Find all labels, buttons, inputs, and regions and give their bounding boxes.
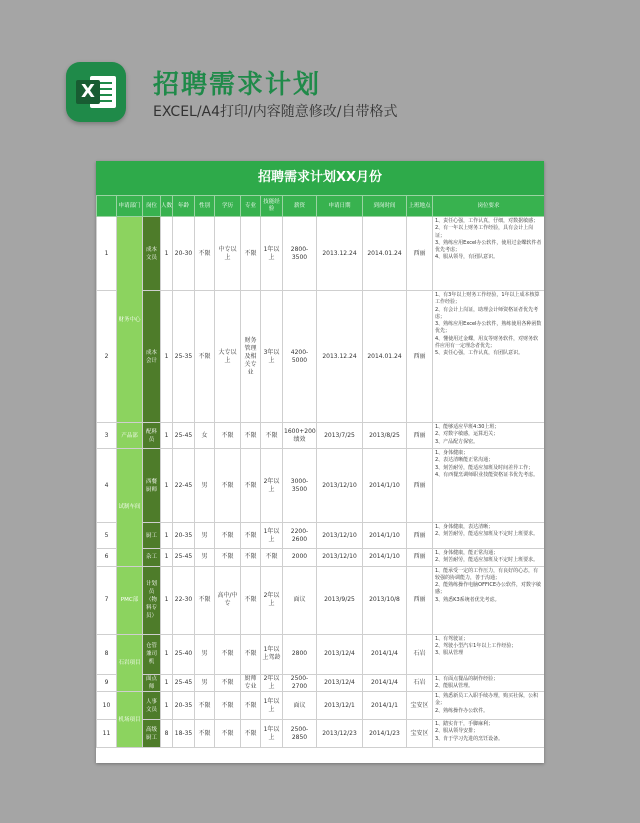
column-header: 到岗时间 — [363, 196, 407, 217]
excel-icon — [66, 62, 126, 122]
gender-cell: 男 — [195, 674, 215, 692]
apply-date-cell: 2013/12/23 — [317, 720, 363, 748]
table-row — [97, 720, 545, 748]
header-row — [97, 196, 545, 217]
department-cell: 机场项目 — [117, 692, 143, 748]
major-cell: 不限 — [241, 217, 261, 291]
row-number: 1 — [97, 217, 117, 291]
gender-cell: 男 — [195, 549, 215, 567]
table-row — [97, 449, 545, 523]
apply-date-cell: 2013/12/10 — [317, 523, 363, 549]
salary-cell: 1600+200绩效 — [283, 423, 317, 449]
skill-cell: 2年以上 — [261, 566, 283, 634]
apply-date-cell: 2013/12/1 — [317, 692, 363, 720]
count-cell: 1 — [161, 423, 173, 449]
location-cell: 石岩 — [407, 634, 433, 674]
education-cell: 不限 — [215, 449, 241, 523]
department-cell: 产品部 — [117, 423, 143, 449]
column-header: 岗位要求 — [433, 196, 545, 217]
count-cell: 1 — [161, 523, 173, 549]
page-subtitle: EXCEL/A4打印/内容随意修改/自带格式 — [153, 104, 398, 120]
table-row — [97, 549, 545, 567]
salary-cell: 2500-2850 — [283, 720, 317, 748]
major-cell: 不限 — [241, 566, 261, 634]
column-header: 学历 — [215, 196, 241, 217]
table-row — [97, 566, 545, 634]
requirement-line: 3、熟练应用Excel办公软件，使用过金蝶软件者优先考虑； — [435, 239, 542, 254]
requirement-line: 3、熟悉K3系统者优先考虑。 — [435, 596, 500, 603]
requirement-line: 4、有西餐烹调师职业技能资格证书优先考虑。 — [435, 471, 539, 478]
gender-cell: 不限 — [195, 217, 215, 291]
location-cell: 西丽 — [407, 449, 433, 523]
arrive-date-cell: 2014/1/23 — [363, 720, 407, 748]
skill-cell: 1年以上 — [261, 523, 283, 549]
requirement-line: 2、能服从管理。 — [435, 682, 474, 689]
arrive-date-cell: 2014.01.24 — [363, 291, 407, 423]
requirement-line: 1、熟悉新员工入职手续办理，购买社保，公积金； — [435, 693, 539, 707]
department-cell: 财务中心 — [117, 217, 143, 423]
position-cell: 计划员（物料专员） — [143, 566, 161, 634]
arrive-date-cell: 2014/1/10 — [363, 549, 407, 567]
location-cell: 西丽 — [407, 566, 433, 634]
major-cell: 不限 — [241, 692, 261, 720]
age-cell: 25-40 — [173, 634, 195, 674]
requirement-line: 3、刻苦耐劳，能适应加班及时间差异工作； — [435, 464, 534, 471]
location-cell: 宝安区 — [407, 720, 433, 748]
arrive-date-cell: 2014/1/10 — [363, 449, 407, 523]
requirements-cell — [433, 692, 545, 720]
major-cell: 不限 — [241, 634, 261, 674]
requirement-line: 1、有3年以上财务工作经验，1年以上成本核算工作经验； — [435, 292, 540, 306]
column-header: 上班地点 — [407, 196, 433, 217]
salary-cell: 2200-2600 — [283, 523, 317, 549]
age-cell: 20-35 — [173, 523, 195, 549]
column-header: 薪资 — [283, 196, 317, 217]
table-row — [97, 634, 545, 674]
gender-cell: 不限 — [195, 692, 215, 720]
major-cell: 不限 — [241, 423, 261, 449]
requirement-line: 1、有面点餐品的制作经验； — [435, 675, 499, 682]
salary-cell: 面议 — [283, 692, 317, 720]
skill-cell: 1年以上 — [261, 692, 283, 720]
skill-cell: 1年以上 — [261, 720, 283, 748]
table-row — [97, 674, 545, 692]
position-cell: 杂工 — [143, 549, 161, 567]
column-header: 专业 — [241, 196, 261, 217]
apply-date-cell: 2013.12.24 — [317, 217, 363, 291]
table-row — [97, 291, 545, 423]
position-cell: 配料员 — [143, 423, 161, 449]
requirement-line: 3、熟练应用Excel办公软件，熟练使用各种函数优先； — [435, 321, 542, 335]
age-cell: 22-45 — [173, 449, 195, 523]
requirements-cell — [433, 449, 545, 523]
excel-x-badge: X — [76, 80, 100, 104]
count-cell: 1 — [161, 692, 173, 720]
requirement-line: 1、能够适应早班4:30上班； — [435, 424, 500, 430]
requirement-line: 4、懂使用过金蝶，用友等财务软件，对财务软件应用有一定理念者优先； — [435, 335, 539, 350]
arrive-date-cell: 2013/10/8 — [363, 566, 407, 634]
position-cell: 仓管兼司机 — [143, 634, 161, 674]
position-cell: 面点师 — [143, 674, 161, 692]
count-cell: 1 — [161, 674, 173, 692]
skill-cell: 不限 — [261, 423, 283, 449]
salary-cell: 面议 — [283, 566, 317, 634]
age-cell: 25-45 — [173, 423, 195, 449]
column-header: 岗位 — [143, 196, 161, 217]
age-cell: 18-35 — [173, 720, 195, 748]
requirements-cell — [433, 566, 545, 634]
location-cell: 石岩 — [407, 674, 433, 692]
requirement-line: 3、服从管理 — [435, 650, 464, 657]
requirement-line: 4、服从领导，有团队意识。 — [435, 254, 499, 261]
requirement-line: 1、有驾驶证； — [435, 635, 469, 642]
row-number: 4 — [97, 449, 117, 523]
count-cell: 1 — [161, 449, 173, 523]
education-cell: 不限 — [215, 720, 241, 748]
position-cell: 人事文员 — [143, 692, 161, 720]
requirement-line: 2、对数字敏感，运算迅关； — [435, 431, 499, 438]
requirement-line: 2、有会计上岗证，助理会计师资格证者优先考虑； — [435, 306, 539, 320]
column-header: 申请日期 — [317, 196, 363, 217]
row-number: 7 — [97, 566, 117, 634]
recruitment-table — [96, 195, 544, 748]
count-cell: 1 — [161, 217, 173, 291]
department-cell: 石岩项目 — [117, 634, 143, 692]
age-cell: 20-35 — [173, 692, 195, 720]
age-cell: 25-35 — [173, 291, 195, 423]
education-cell: 中专以上 — [215, 217, 241, 291]
table-row — [97, 423, 545, 449]
page-title: 招聘需求计划 — [153, 70, 322, 100]
department-cell: 试制车间 — [117, 449, 143, 567]
requirements-cell — [433, 217, 545, 291]
row-number: 2 — [97, 291, 117, 423]
requirement-line: 2、熟练操作办公软件。 — [435, 707, 489, 714]
requirement-line: 2、有一年以上财务工作经验，具有会计上岗证； — [435, 225, 534, 239]
education-cell: 不限 — [215, 634, 241, 674]
row-number: 10 — [97, 692, 117, 720]
apply-date-cell: 2013/12/4 — [317, 634, 363, 674]
row-number: 8 — [97, 634, 117, 674]
count-cell: 8 — [161, 720, 173, 748]
apply-date-cell: 2013/7/25 — [317, 423, 363, 449]
requirement-line: 1、身体健康，能正常沟通； — [435, 550, 499, 556]
education-cell: 不限 — [215, 423, 241, 449]
requirement-line: 1、身体健康； — [435, 450, 469, 456]
apply-date-cell: 2013/12/10 — [317, 449, 363, 523]
requirements-cell — [433, 523, 545, 549]
department-cell: PMC部 — [117, 566, 143, 634]
gender-cell: 不限 — [195, 566, 215, 634]
gender-cell: 不限 — [195, 720, 215, 748]
major-cell: 不限 — [241, 523, 261, 549]
position-cell: 成本会计 — [143, 291, 161, 423]
apply-date-cell: 2013/12/4 — [317, 674, 363, 692]
column-header: 性别 — [195, 196, 215, 217]
requirement-line: 1、踏实肯干，手脚麻利； — [435, 721, 494, 728]
count-cell: 1 — [161, 549, 173, 567]
education-cell: 不限 — [215, 523, 241, 549]
location-cell: 西丽 — [407, 549, 433, 567]
apply-date-cell: 2013/9/25 — [317, 566, 363, 634]
count-cell: 1 — [161, 291, 173, 423]
requirement-line: 2、刻苦耐劳，能适应加班及不定时上班要求。 — [435, 557, 539, 564]
count-cell: 1 — [161, 634, 173, 674]
salary-cell: 4200-5000 — [283, 291, 317, 423]
requirements-cell — [433, 423, 545, 449]
requirement-line: 1、能承受一定的工作压力，有良好的心态，有较强的协调能力，善于沟通； — [435, 567, 539, 581]
age-cell: 25-45 — [173, 674, 195, 692]
education-cell: 不限 — [215, 549, 241, 567]
gender-cell: 不限 — [195, 291, 215, 423]
gender-cell: 男 — [195, 523, 215, 549]
education-cell: 高中/中专 — [215, 566, 241, 634]
education-cell: 不限 — [215, 674, 241, 692]
position-cell: 成本文员 — [143, 217, 161, 291]
skill-cell: 1年以上驾龄 — [261, 634, 283, 674]
row-number: 6 — [97, 549, 117, 567]
education-cell: 不限 — [215, 692, 241, 720]
age-cell: 25-45 — [173, 549, 195, 567]
apply-date-cell: 2013.12.24 — [317, 291, 363, 423]
requirements-cell — [433, 634, 545, 674]
position-cell: 高级厨工 — [143, 720, 161, 748]
apply-date-cell: 2013/12/10 — [317, 549, 363, 567]
column-header: 年龄 — [173, 196, 195, 217]
arrive-date-cell: 2014/1/4 — [363, 634, 407, 674]
column-header: 人数 — [161, 196, 173, 217]
row-number: 9 — [97, 674, 117, 692]
gender-cell: 女 — [195, 423, 215, 449]
column-header: 申请部门 — [117, 196, 143, 217]
major-cell: 不限 — [241, 720, 261, 748]
requirement-line: 1、责任心强，工作认真，仔细，对数据敏感； — [435, 218, 539, 224]
count-cell: 1 — [161, 566, 173, 634]
document-title: 招聘需求计划XX月份 — [96, 161, 544, 195]
education-cell: 大专以上 — [215, 291, 241, 423]
arrive-date-cell: 2014.01.24 — [363, 217, 407, 291]
salary-cell: 2800-3500 — [283, 217, 317, 291]
location-cell: 西丽 — [407, 423, 433, 449]
arrive-date-cell: 2013/8/25 — [363, 423, 407, 449]
position-cell: 西餐厨师 — [143, 449, 161, 523]
row-number: 5 — [97, 523, 117, 549]
age-cell: 22-30 — [173, 566, 195, 634]
document-preview — [96, 161, 544, 763]
requirement-line: 2、服从领导安排； — [435, 728, 479, 735]
location-cell: 西丽 — [407, 523, 433, 549]
major-cell: 不限 — [241, 449, 261, 523]
column-header — [97, 196, 117, 217]
requirement-line: 3、产品配方保密。 — [435, 438, 479, 445]
salary-cell: 3000-3500 — [283, 449, 317, 523]
gender-cell: 男 — [195, 449, 215, 523]
skill-cell: 2年以上 — [261, 449, 283, 523]
requirements-cell — [433, 674, 545, 692]
requirements-cell — [433, 549, 545, 567]
major-cell: 财务管理及相关专业 — [241, 291, 261, 423]
requirement-line: 2、驾驶小型汽车1年以上工作经验； — [435, 642, 517, 649]
requirement-line: 2、能熟练操作电脑OFFICE办公软件，对数字敏感； — [435, 582, 541, 596]
major-cell: 厨师专业 — [241, 674, 261, 692]
salary-cell: 2000 — [283, 549, 317, 567]
arrive-date-cell: 2014/1/1 — [363, 692, 407, 720]
table-row — [97, 217, 545, 291]
requirement-line: 2、表达清晰能正常沟通； — [435, 457, 494, 464]
arrive-date-cell: 2014/1/10 — [363, 523, 407, 549]
row-number: 11 — [97, 720, 117, 748]
major-cell: 不限 — [241, 549, 261, 567]
location-cell: 西丽 — [407, 217, 433, 291]
location-cell: 宝安区 — [407, 692, 433, 720]
skill-cell: 2年以上 — [261, 674, 283, 692]
requirement-line: 2、刻苦耐劳，能适应加班及不定时上班要求。 — [435, 531, 539, 538]
salary-cell: 2800 — [283, 634, 317, 674]
gender-cell: 男 — [195, 634, 215, 674]
requirements-cell — [433, 291, 545, 423]
column-header: 技能经验 — [261, 196, 283, 217]
age-cell: 20-30 — [173, 217, 195, 291]
skill-cell: 不限 — [261, 549, 283, 567]
skill-cell: 1年以上 — [261, 217, 283, 291]
table-row — [97, 523, 545, 549]
requirement-line: 1、身体健康，表达清晰； — [435, 524, 494, 530]
requirements-cell — [433, 720, 545, 748]
location-cell: 西丽 — [407, 291, 433, 423]
requirement-line: 5、责任心强，工作认真，有团队意识。 — [435, 350, 524, 357]
salary-cell: 2500-2700 — [283, 674, 317, 692]
requirement-line: 3、肯于学习先进的烹饪设备。 — [435, 735, 504, 742]
row-number: 3 — [97, 423, 117, 449]
position-cell: 厨工 — [143, 523, 161, 549]
arrive-date-cell: 2014/1/4 — [363, 674, 407, 692]
skill-cell: 3年以上 — [261, 291, 283, 423]
table-row — [97, 692, 545, 720]
